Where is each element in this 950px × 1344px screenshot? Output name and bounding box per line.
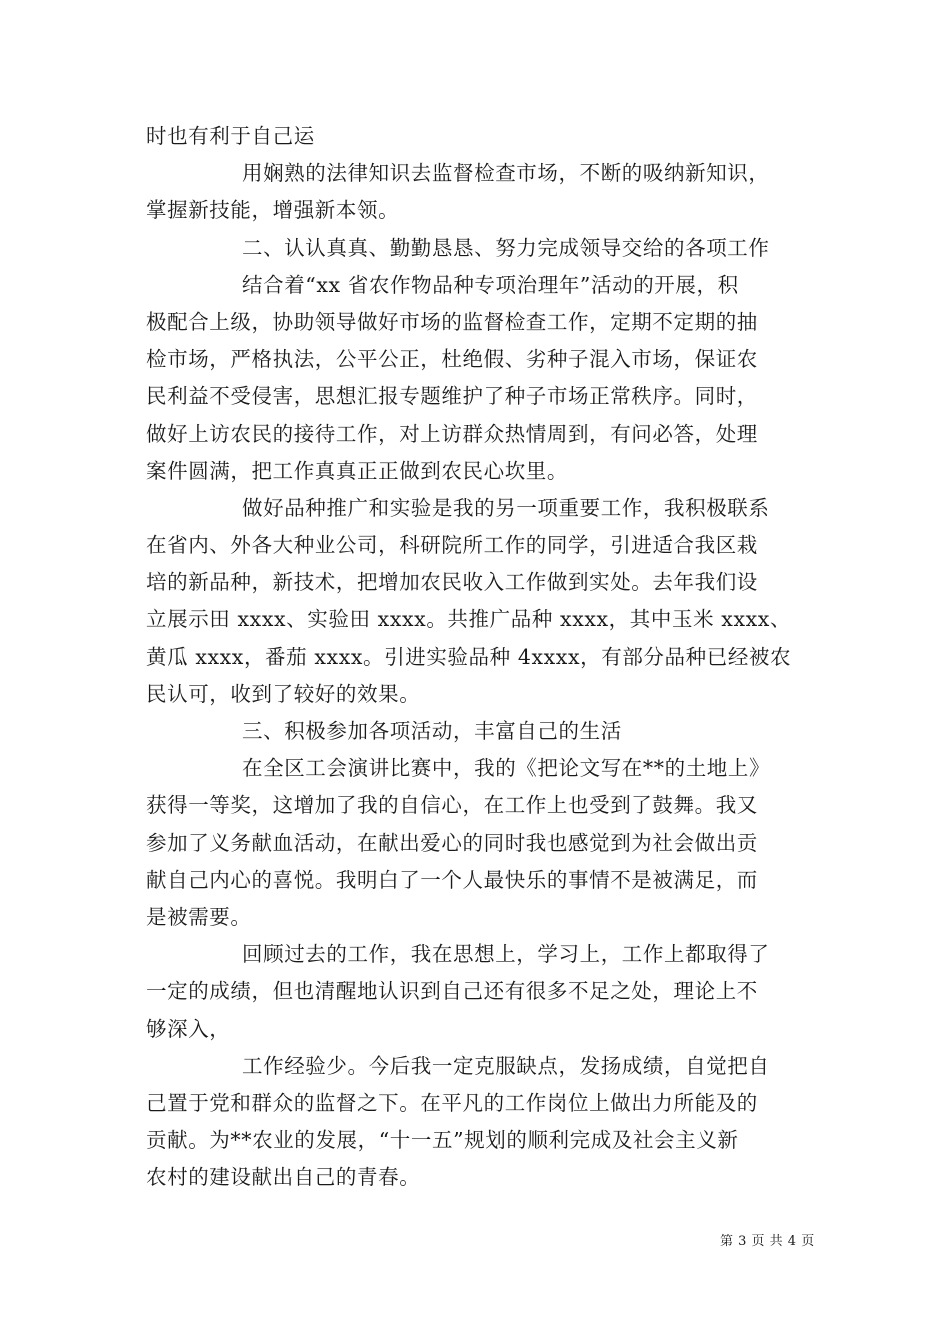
text-line: 己置于党和群众的监督之下。在平凡的工作岗位上做出力所能及的 [146, 1090, 758, 1115]
text-line: 在省内、外各大种业公司，科研院所工作的同学，引进适合我区栽 [146, 533, 758, 558]
text-line: 结合着“xx 省农作物品种专项治理年”活动的开展，积 [242, 272, 739, 297]
text-line: 时也有利于自己运 [146, 124, 315, 148]
text-line: 培的新品种，新技术，把增加农民收入工作做到实处。去年我们设 [146, 570, 758, 595]
text-line: 参加了义务献血活动，在献出爱心的同时我也感觉到为社会做出贡 [146, 830, 758, 855]
text-line: 一定的成绩，但也清醒地认识到自己还有很多不足之处，理论上不 [146, 979, 758, 1004]
text-line: 二、认认真真、勤勤恳恳、努力完成领导交给的各项工作 [242, 235, 770, 260]
text-line: 工作经验少。今后我一定克服缺点，发扬成绩，自觉把自 [242, 1053, 770, 1078]
text-line: 民认可，收到了较好的效果。 [146, 681, 421, 706]
text-line: 农村的建设献出自己的青春。 [146, 1165, 421, 1190]
paragraph-continuation [146, 118, 816, 155]
text-line: 民利益不受侵害，思想汇报专题维护了种子市场正常秩序。同时， [146, 384, 758, 409]
text-line: 够深入， [146, 1016, 231, 1041]
text-line: 立展示田 xxxx、实验田 xxxx。共推广品种 xxxx，其中玉米 xxxx、 [146, 607, 792, 632]
text-line: 极配合上级，协助领导做好市场的监督检查工作，定期不定期的抽 [146, 309, 758, 334]
text-line: 献自己内心的喜悦。我明白了一个人最快乐的事情不是被满足，而 [146, 867, 758, 892]
text-line: 获得一等奖，这增加了我的自信心，在工作上也受到了鼓舞。我又 [146, 793, 758, 818]
text-line: 贡献。为**农业的发展，“十一五”规划的顺利完成及社会主义新 [146, 1128, 739, 1153]
text-line: 是被需要。 [146, 904, 252, 929]
paragraph-activities [146, 750, 816, 936]
text-line: 掌握新技能，增强新本领。 [146, 198, 400, 223]
text-line: 案件圆满，把工作真真正正做到农民心坎里。 [146, 458, 568, 483]
text-line: 在全区工会演讲比赛中，我的《把论文写在**的土地上》 [242, 756, 771, 781]
page-number-footer: 第 3 页 共 4 页 [720, 1234, 815, 1249]
paragraph-legal-knowledge [146, 155, 816, 229]
document-body [146, 118, 816, 1196]
text-line: 用娴熟的法律知识去监督检查市场，不断的吸纳新知识， [242, 161, 770, 186]
text-line: 三、积极参加各项活动，丰富自己的生活 [242, 719, 622, 743]
section-heading-3 [146, 713, 816, 750]
section-heading-2 [146, 230, 816, 267]
text-line: 黄瓜 xxxx，番茄 xxxx。引进实验品种 4xxxx，有部分品种已经被农 [146, 644, 792, 669]
text-line: 做好品种推广和实验是我的另一项重要工作，我积极联系 [242, 495, 770, 520]
paragraph-review [146, 936, 816, 1048]
paragraph-conclusion [146, 1048, 816, 1197]
text-line: 回顾过去的工作，我在思想上，学习上，工作上都取得了 [242, 942, 770, 967]
paragraph-variety-promotion [146, 490, 816, 713]
text-line: 做好上访农民的接待工作，对上访群众热情周到，有问必答，处理 [146, 421, 758, 446]
text-line: 检市场，严格执法，公平公正，杜绝假、劣种子混入市场，保证农 [146, 347, 758, 372]
paragraph-market-supervision [146, 267, 816, 490]
